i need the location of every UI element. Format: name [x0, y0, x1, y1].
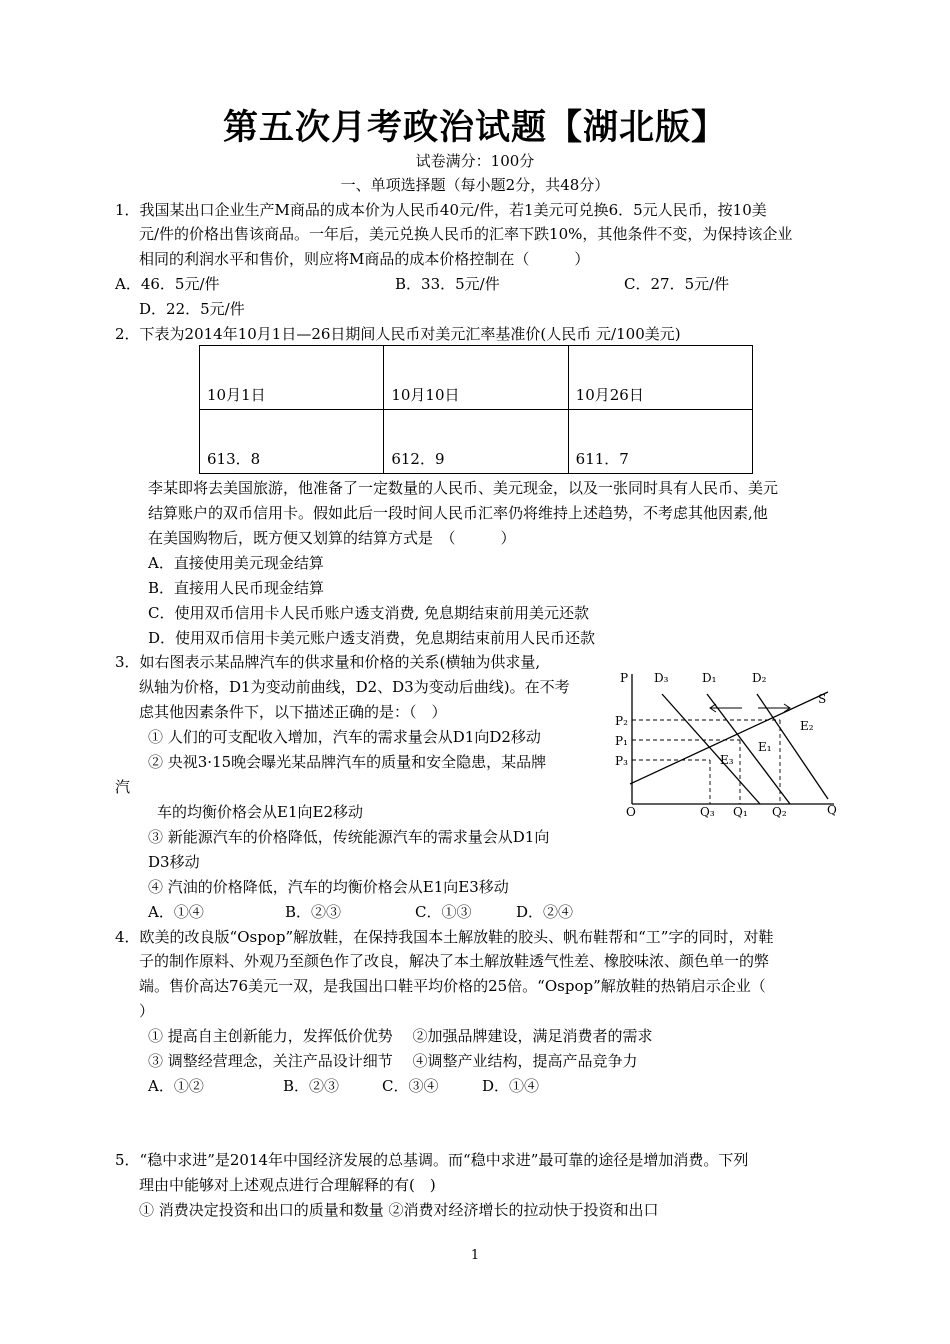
q3-statement-1: ① 人们的可支配收入增加，汽车的需求量会从D1向D2移动: [148, 728, 541, 746]
q4-option-b: B．②③: [283, 1077, 340, 1095]
demand-curve-d1: [707, 694, 790, 804]
q4-line-2: 子的制作原料、外观乃至颜色作了改良，解决了本土解放鞋透气性差、橡胶味浓、颜色单一的弊: [139, 952, 770, 970]
supply-demand-diagram: [612, 664, 848, 820]
s-label: S: [818, 692, 827, 706]
q3-statement-2-wrap: 汽: [115, 778, 131, 796]
section-heading: 一、单项选择题（每小题2分，共48分）: [340, 176, 610, 194]
q2-line-3: 在美国购物后，既方便又划算的结算方式是 （ ）: [148, 529, 516, 547]
q4-option-d: D．①④: [482, 1077, 540, 1095]
q2-label: Q₂: [772, 805, 787, 819]
full-score: 试卷满分：100分: [415, 152, 535, 170]
table-row: [200, 346, 753, 410]
q5-line-2: 理由中能够对上述观点进行合理解释的有( ): [139, 1176, 436, 1194]
q3-statement-3-cont: D3移动: [148, 853, 200, 871]
table-header-cell: 10月1日: [200, 346, 384, 410]
q1-option-a: A．46．5元/件: [115, 275, 220, 293]
q3-option-a: A．①④: [148, 903, 204, 921]
table-header-cell: 10月10日: [384, 346, 568, 410]
q-axis-label: Q: [827, 803, 837, 817]
q3-option-b: B．②③: [285, 903, 342, 921]
q3-statement-4: ④ 汽油的价格降低，汽车的均衡价格会从E1向E3移动: [148, 878, 509, 896]
q1-line-1: 1．我国某出口企业生产M商品的成本价为人民币40元/件，若1美元可兑换6．5元人民币，按10美: [115, 201, 767, 219]
table-cell: 612．9: [384, 410, 568, 474]
e2-label: E₂: [800, 719, 814, 733]
q4-line-3: 端。售价高达76美元一双，是我国出口鞋平均价格的25倍。“Ospop”解放鞋的热销启示企业（: [139, 977, 766, 995]
table-cell: 613．8: [200, 410, 384, 474]
e1-label: E₁: [758, 740, 772, 754]
q4-option-c: C．③④: [382, 1077, 439, 1095]
d3-label: D₃: [654, 671, 669, 685]
table-row: [200, 410, 753, 474]
q1-line-2: 元/件的价格出售该商品。一年后，美元兑换人民币的汇率下跌10%，其他条件不变，为保持该企业: [139, 225, 793, 243]
q2-option-a: A．直接使用美元现金结算: [148, 554, 324, 572]
p3-label: P₃: [615, 754, 628, 768]
q1-label: Q₁: [733, 805, 748, 819]
q2-option-b: B．直接用人民币现金结算: [148, 579, 325, 597]
d1-label: D₁: [702, 671, 717, 685]
supply-curve-s: [630, 692, 828, 784]
q1-option-c: C．27．5元/件: [624, 275, 730, 293]
q4-option-a: A．①②: [148, 1077, 204, 1095]
e3-label: E₃: [720, 753, 734, 767]
q3-label: Q₃: [700, 805, 715, 819]
q3-option-c: C．①③: [415, 903, 472, 921]
table-cell: 611．7: [568, 410, 752, 474]
q1-option-d: D．22．5元/件: [139, 300, 245, 318]
q3-line-2: 纵轴为价格，D1为变动前曲线，D2、D3为变动后曲线)。在不考: [139, 678, 570, 696]
q4-line-1: 4．欧美的改良版“Ospop”解放鞋，在保持我国本土解放鞋的胶头、帆布鞋帮和“工”字的同时，对鞋: [115, 928, 774, 946]
q5-line-1: 5．“稳中求进”是2014年中国经济发展的总基调。而“稳中求进”最可靠的途径是增加消费。下列: [115, 1151, 749, 1169]
q2-stem: 2．下表为2014年10月1日—26日期间人民币对美元汇率基准价(人民币 元/100美元): [115, 325, 681, 343]
page-title: 第五次月考政治试题【湖北版】: [222, 108, 727, 148]
q4-statements-1-2: ① 提高自主创新能力，发挥低价优势 ②加强品牌建设，满足消费者的需求: [148, 1027, 653, 1045]
q3-line-3: 虑其他因素条件下，以下描述正确的是：（ ）: [139, 703, 447, 721]
q3-statement-2-cont: 车的均衡价格会从E1向E2移动: [157, 803, 363, 821]
demand-curve-d3: [662, 694, 760, 804]
q3-option-d: D．②④: [516, 903, 574, 921]
q1-option-b: B．33．5元/件: [395, 275, 500, 293]
d2-label: D₂: [752, 671, 767, 685]
p-axis-label: P: [620, 671, 629, 685]
q3-line-1: 3．如右图表示某品牌汽车的供求量和价格的关系(横轴为供求量,: [115, 653, 541, 671]
origin-label: O: [626, 805, 636, 819]
q4-statements-3-4: ③ 调整经营理念，关注产品设计细节 ④调整产业结构，提高产品竞争力: [148, 1052, 638, 1070]
q1-line-3: 相同的利润水平和售价，则应将M商品的成本价格控制在（ ）: [139, 250, 590, 268]
table-header-cell: 10月26日: [568, 346, 752, 410]
q2-line-2: 结算账户的双币信用卡。假如此后一段时间人民币汇率仍将维持上述趋势，不考虑其他因素,他: [148, 504, 768, 522]
q2-line-1: 李某即将去美国旅游，他准备了一定数量的人民币、美元现金，以及一张同时具有人民币、美元: [148, 479, 779, 497]
q4-line-4: ）: [139, 1002, 155, 1020]
q2-option-d: D．使用双币信用卡美元账户透支消费，免息期结束前用人民币还款: [148, 629, 596, 647]
p2-label: P₂: [615, 714, 628, 728]
q3-statement-3: ③ 新能源汽车的价格降低，传统能源汽车的需求量会从D1向: [148, 828, 550, 846]
q2-option-c: C．使用双币信用卡人民币账户透支消费, 免息期结束前用美元还款: [148, 604, 590, 622]
p1-label: P₁: [615, 734, 628, 748]
page-number: 1: [470, 1248, 480, 1263]
exchange-rate-table: [199, 345, 753, 474]
q5-statements-1-2: ① 消费决定投资和出口的质量和数量 ②消费对经济增长的拉动快于投资和出口: [139, 1201, 659, 1219]
q3-statement-2: ② 央视3·15晚会曝光某品牌汽车的质量和安全隐患，某品牌: [148, 753, 547, 771]
